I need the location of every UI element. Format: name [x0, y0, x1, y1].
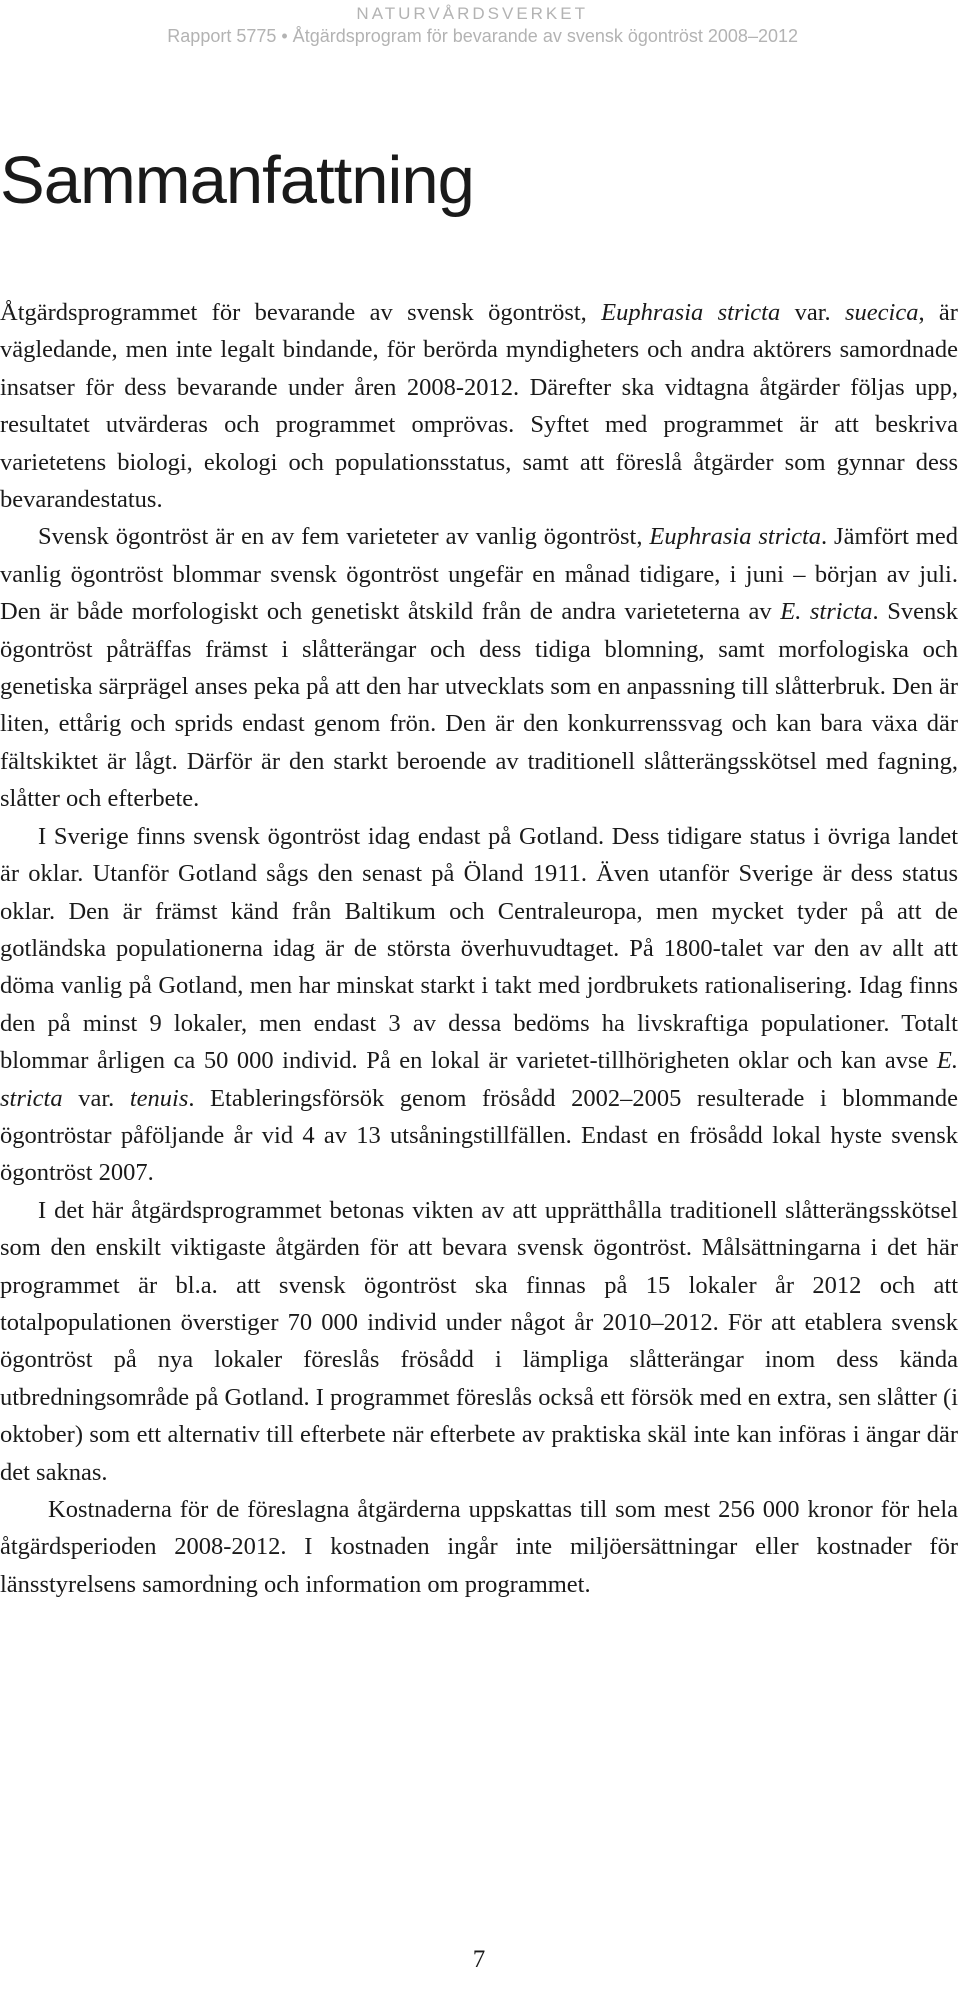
page-title: Sammanfattning — [0, 143, 474, 218]
variety-name: suecica — [844, 299, 919, 326]
paragraph-4 — [0, 1192, 958, 1491]
header-organization: NATURVÅRDSVERKET — [356, 4, 588, 23]
text-segment: var. — [62, 1084, 130, 1112]
page-number: 7 — [472, 1946, 486, 1973]
paragraph-1 — [0, 294, 958, 518]
paragraph-5 — [0, 1491, 958, 1603]
text-segment: I Sverige finns svensk ögontröst idag endast på Gotland. Dess tidigare status i övriga landet är oklar. Utanför Gotland sågs den senast på Öland 1911. Även utanför Sverige är dess status oklar. Den är främst känd från Baltikum och Centraleuropa, men mycket tyder på att de gotländska populationerna idag är de största överhuvudtaget. På 1800-talet var den av allt att döma vanlig på Gotland, men har minskat starkt i takt med jordbrukets rationalisering. Idag finns den på minst 9 lokaler, men endast 3 av dessa bedöms ha livskraftiga populationer. Totalt blommar årligen ca 50 000 individ. På en lokal är varietet-tillhörigheten oklar och kan avse — [0, 822, 958, 1075]
text-segment: . Etableringsförsök genom frösådd 2002–2005 resulterade i blommande ögontröstar påföljande år vid 4 av 13 utsåningstillfällen. Endast en frösådd lokal hyste svensk ögontröst 2007. — [0, 1084, 958, 1187]
species-name: E. stricta — [780, 598, 873, 626]
text-segment: I det här åtgärdsprogrammet betonas vikten av att upprätthålla traditionell slåtterängsskötsel som den enskilt viktigaste åtgärden för att bevara svensk ögontröst. Målsättningarna i det här programmet är bl.a. att svensk ögontröst ska finnas på 15 lokaler år 2012 och att totalpopulationen överstiger 70 000 individ under något år 2010–2012. För att etablera svensk ögontröst på nya lokaler föreslås frösådd i lämpliga slåtterängar inom dess kända utbredningsområde på Gotland. I programmet föreslås också ett försök med en extra, sen slåtter (i oktober) som ett alternativ till efterbete när efterbete av praktiska skäl inte kan införas i ängar där det saknas. — [0, 1196, 958, 1486]
text-segment: Kostnaderna för de föreslagna åtgärderna uppskattas till som mest 256 000 kronor för hela åtgärdsperioden 2008-2012. I kostnaden ingår inte miljöersättningar eller kostnader för länsstyrelsens samordning och information om programmet. — [0, 1496, 958, 1598]
header-report-title: Rapport 5775 • Åtgärdsprogram för bevarande av svensk ögontröst 2008–2012 — [167, 26, 798, 46]
text-segment: , är vägledande, men inte legalt bindande, för berörda myndigheters och andra aktörers samordnade insatser för dess bevarande under åren 2008-2012. Därefter ska vidtagna åtgärder följas upp, resultatet utvärderas och programmet omprövas. Syftet med programmet är att beskriva varietetens biologi, ekologi och populationsstatus, samt att föreslå åtgärder som gynnar dess bevarandestatus. — [0, 299, 958, 514]
summary-body — [0, 294, 958, 1603]
text-segment: . Svensk ögontröst påträffas främst i slåtterängar och dess tidiga blomning, samt morfologiska och genetiska särprägel anses peka på att den har utvecklats som en anpassning till slåtterbruk. Den är liten, ettårig och sprids endast genom frön. Den är den konkurrenssvag och kan bara växa där fältskiktet är lågt. Därför är den starkt beroende av traditionell slåtterängsskötsel med fagning, slåtter och efterbete. — [0, 598, 958, 813]
species-name: Euphrasia stricta — [649, 523, 822, 551]
text-segment: Åtgärdsprogrammet för bevarande av svensk ögontröst, — [0, 299, 602, 326]
paragraph-2 — [0, 518, 958, 817]
species-name: Euphrasia stricta — [601, 299, 781, 326]
variety-name: tenuis — [129, 1084, 189, 1112]
species-name: E. stricta — [0, 1047, 958, 1112]
text-segment: Svensk ögontröst är en av fem varieteter av vanlig ögontröst, — [38, 523, 650, 551]
text-segment: var. — [780, 299, 845, 326]
paragraph-3 — [0, 818, 958, 1192]
text-segment: . Jämfört med vanlig ögontröst blommar svensk ögontröst ungefär en månad tidigare, i juni – början av juli. Den är både morfologiskt och genetiskt åtskild från de andra varieteterna av — [0, 523, 958, 626]
